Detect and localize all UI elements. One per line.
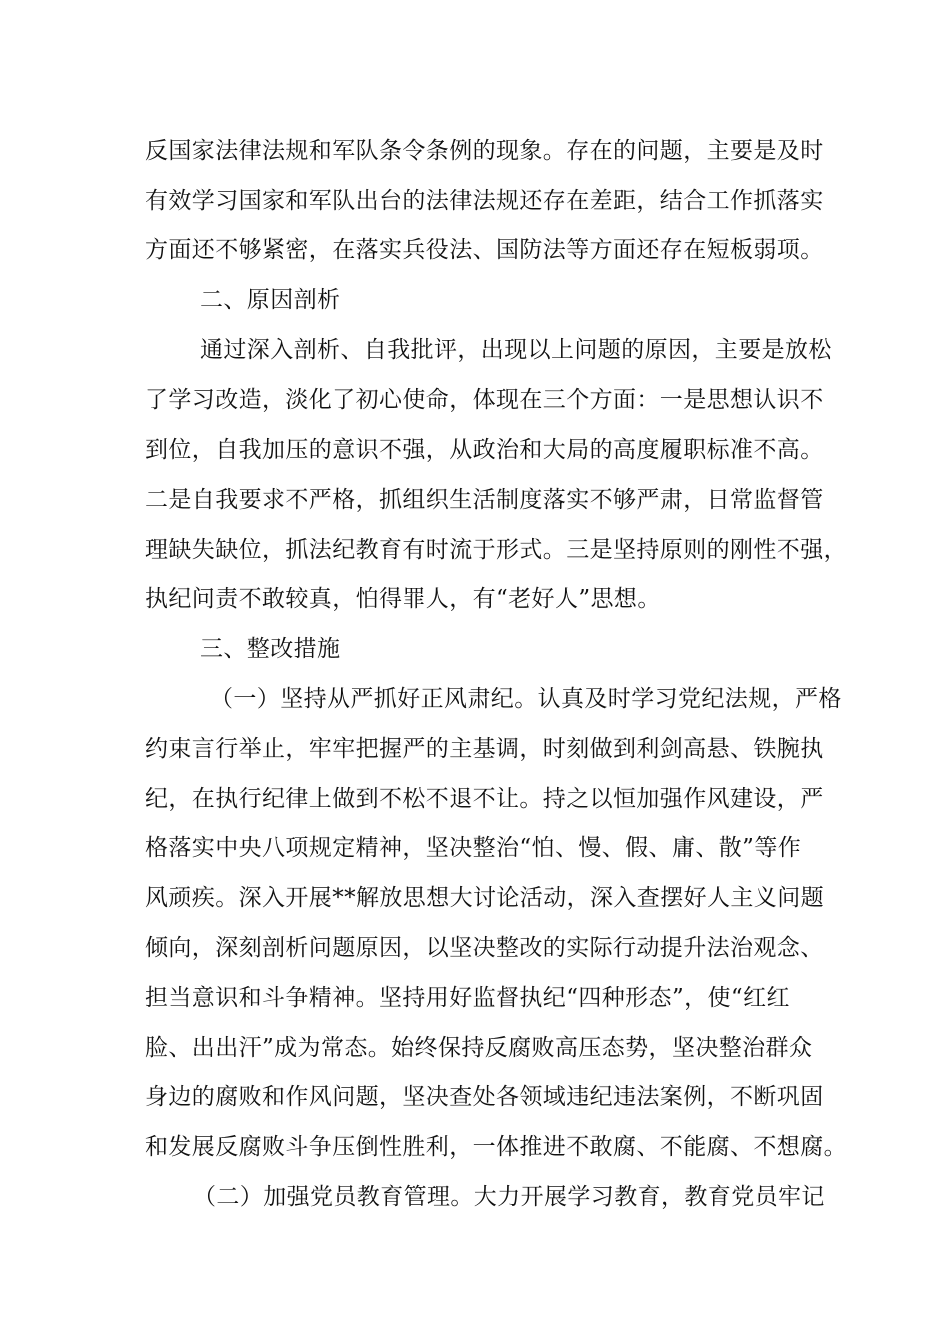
body-text-line: 身边的腐败和作风问题，坚决查处各领域违纪违法案例，不断巩固 [145, 1084, 824, 1110]
body-text-line: 纪，在执行纪律上做到不松不退不让。持之以恒加强作风建设，严 [145, 786, 824, 812]
body-text-line: 约束言行举止，牢牢把握严的主基调，时刻做到利剑高悬、铁腕执 [145, 736, 824, 762]
body-text-line: 反国家法律法规和军队条令条例的现象。存在的问题，主要是及时 [145, 138, 824, 164]
body-text-line: 到位，自我加压的意识不强，从政治和大局的高度履职标准不高。 [145, 437, 824, 463]
body-text-line: 格落实中央八项规定精神，坚决整治“怕、慢、假、庸、散”等作 [145, 835, 802, 861]
section-heading: 二、原因剖析 [200, 287, 341, 313]
body-text-line: （二）加强党员教育管理。大力开展学习教育，教育党员牢记 [193, 1184, 825, 1210]
body-text-line: 和发展反腐败斗争压倒性胜利，一体推进不敢腐、不能腐、不想腐。 [145, 1134, 847, 1160]
body-text-line: 理缺失缺位，抓法纪教育有时流于形式。三是坚持原则的刚性不强， [145, 537, 847, 563]
body-text-line: 通过深入剖析、自我批评，出现以上问题的原因，主要是放松 [200, 337, 832, 363]
body-text-line: 脸、出出汗”成为常态。始终保持反腐败高压态势，坚决整治群众 [145, 1035, 813, 1061]
body-text-line: 了学习改造，淡化了初心使命，体现在三个方面：一是思想认识不 [145, 387, 824, 413]
body-text-line: 执纪问责不敢较真，怕得罪人，有“老好人”思想。 [145, 586, 661, 612]
section-heading: 三、整改措施 [200, 636, 341, 662]
body-text-line: 担当意识和斗争精神。坚持用好监督执纪“四种形态”，使“红红 [145, 985, 790, 1011]
body-text-line: 二是自我要求不严格，抓组织生活制度落实不够严肃，日常监督管 [145, 487, 824, 513]
body-text-line: 有效学习国家和军队出台的法律法规还存在差距，结合工作抓落实 [145, 188, 824, 214]
body-text-line: 方面还不够紧密，在落实兵役法、国防法等方面还存在短板弱项。 [145, 237, 824, 263]
body-text-line: （一）坚持从严抓好正风肃纪。认真及时学习党纪法规，严格 [210, 686, 842, 712]
body-text-line: 风顽疾。深入开展**解放思想大讨论活动，深入查摆好人主义问题 [145, 885, 824, 911]
body-text-line: 倾向，深刻剖析问题原因，以坚决整改的实际行动提升法治观念、 [145, 935, 824, 961]
